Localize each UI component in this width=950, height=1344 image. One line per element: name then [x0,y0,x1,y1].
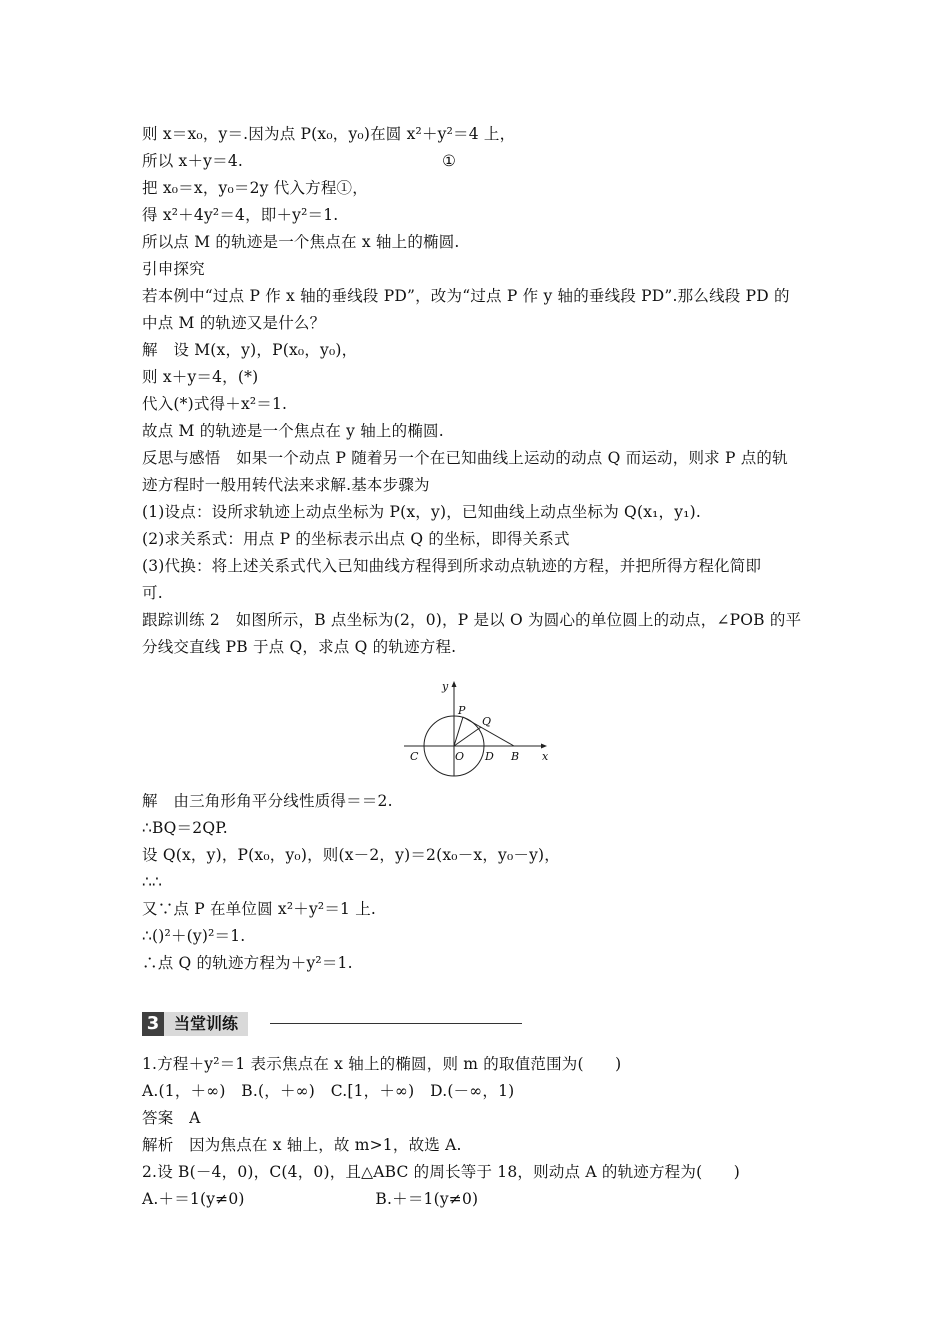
text-line: ∴()²＋(y)²＝1. [142,927,246,945]
text-line: 设 Q(x，y)，P(x₀，y₀)，则(x－2，y)＝2(x₀－x，y₀－y)， [142,846,561,864]
text-line: ∴点 Q 的轨迹方程为＋y²＝1. [142,954,353,972]
text-line: 得 x²＋4y²＝4，即＋y²＝1. [142,206,339,224]
text-line: 1.方程＋y²＝1 表示焦点在 x 轴上的椭圆，则 m 的取值范围为( ) [142,1055,622,1073]
segment-OQ [454,727,481,746]
text-line: 分线交直线 PB 于点 Q，求点 Q 的轨迹方程. [142,638,457,656]
label-y: y [442,680,449,693]
text-line: (1)设点：设所求轨迹上动点坐标为 P(x，y)，已知曲线上动点坐标为 Q(x₁，y₁). [142,503,701,521]
label-Q: Q [482,715,492,728]
label-D: D [485,750,494,763]
text-line: 反思与感悟 如果一个动点 P 随着另一个在已知曲线上运动的动点 Q 而运动，则求 P 点的轨 [142,449,788,467]
label-B: B [511,750,520,763]
text-line: 把 x₀＝x，y₀＝2y 代入方程①， [142,179,368,197]
text-line: 故点 M 的轨迹是一个焦点在 y 轴上的椭圆. [142,422,444,440]
text-line: 答案 A [142,1109,201,1127]
text-line: 解 设 M(x，y)，P(x₀，y₀)， [142,341,358,359]
x-axis-arrow [541,744,547,749]
text-line: (2)求关系式：用点 P 的坐标表示出点 Q 的坐标，即得关系式 [142,530,570,548]
text-line: ∴BQ＝2QP. [142,819,228,837]
unit-circle-figure [402,678,552,778]
text-line: 2.设 B(－4，0)，C(4，0)，且△ABC 的周长等于 18，则动点 A 的轨迹方程为( ) [142,1163,740,1181]
text-line: 解析 因为焦点在 x 轴上，故 m>1，故选 A. [142,1136,462,1154]
section-rule [270,1023,522,1024]
text-line: 所以 x＋y＝4. [142,152,244,170]
text-line: 解 由三角形角平分线性质得＝＝2. [142,792,393,810]
text-line: 可. [142,584,163,602]
text-line: A.＋＝1(y≠0) B.＋＝1(y≠0) [142,1190,479,1208]
y-axis-arrow [452,681,457,687]
segment-OP [454,717,463,746]
label-P: P [458,704,466,717]
text-line: 代入(*)式得＋x²＝1. [142,395,288,413]
section-number: 3 [142,1012,164,1036]
text-line: 跟踪训练 2 如图所示，B 点坐标为(2，0)，P 是以 O 为圆心的单位圆上的动点，∠POB 的平 [142,611,802,629]
label-O: O [455,750,465,763]
label-x: x [542,750,549,763]
text-line: 又∵点 P 在单位圆 x²＋y²＝1 上. [142,900,377,918]
text-line: ∴∴ [142,873,163,891]
section-title: 当堂训练 [164,1012,248,1036]
text-line: 则 x＋y＝4，(*) [142,368,259,386]
text-line: 迹方程时一般用转代法来求解.基本步骤为 [142,476,430,494]
text-line: 中点 M 的轨迹又是什么？ [142,314,326,332]
text-line: 若本例中“过点 P 作 x 轴的垂线段 PD”，改为“过点 P 作 y 轴的垂线段 PD”.那么线段 PD 的 [142,287,790,305]
text-line: 所以点 M 的轨迹是一个焦点在 x 轴上的椭圆. [142,233,460,251]
text-line: A.(1，＋∞) B.(，＋∞) C.[1，＋∞) D.(－∞，1) [142,1082,515,1100]
section-header [142,1012,532,1036]
equation-marker: ① [442,152,457,170]
text-line: 引申探究 [142,260,205,278]
label-C: C [410,750,419,763]
text-line: (3)代换：将上述关系式代入已知曲线方程得到所求动点轨迹的方程，并把所得方程化简即 [142,557,762,575]
text-line: 则 x＝x₀，y＝.因为点 P(x₀，y₀)在圆 x²＋y²＝4 上， [142,125,516,143]
